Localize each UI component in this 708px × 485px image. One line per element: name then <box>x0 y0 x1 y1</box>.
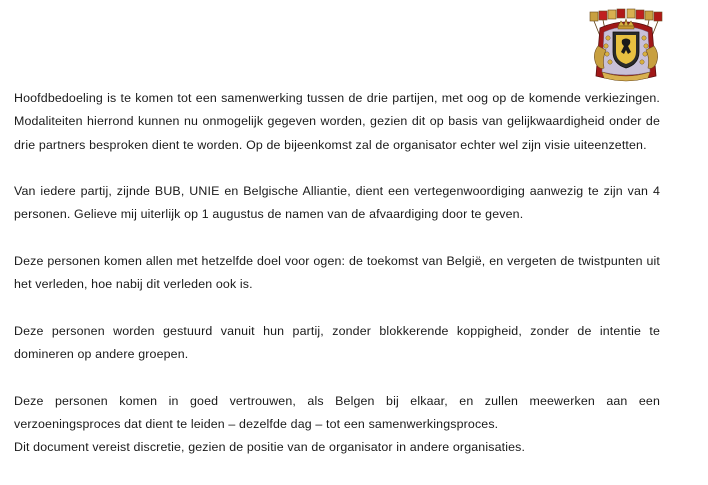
paragraph-delegation: Van iedere partij, zijnde BUB, UNIE en Belgische Alliantie, dient een vertegenwoordiging aanwezig te zijn van 4 personen. Gelieve mij uiterlijk op 1 augustus de namen van de afvaardiging door te geven. <box>14 184 660 222</box>
paragraph-attitude: Deze personen worden gestuurd vanuit hun partij, zonder blokkerende koppigheid, zonder de intentie te domineren op andere groepen. <box>14 323 660 362</box>
paragraph-reconciliation: Deze personen komen in goed vertrouwen, als Belgen bij elkaar, en zullen meewerken aan een verzoeningsproces dat dient te leiden – dezelfde dag – tot een samenwerkingsproces. <box>14 393 660 432</box>
document-body <box>14 87 660 460</box>
paragraph-discretion: Dit document vereist discretie, gezien de positie van de organisator in andere organisaties. <box>14 440 526 455</box>
paragraph-common-goal: Deze personen komen allen met hetzelfde doel voor ogen: de toekomst van België, en vergeten de twistpunten uit het verleden, hoe nabij dit verleden ook is. <box>14 254 660 292</box>
coat-of-arms-icon <box>586 6 666 86</box>
paragraph-purpose: Hoofdbedoeling is te komen tot een samenwerking tussen de drie partijen, met oog op de komende verkiezingen. Modaliteiten hierrond kunnen nu onmogelijk gegeven worden, gezien dit op basis van gelijkwaardigheid onder de drie partners besproken dient te worden. Op de bijeenkomst zal de organisator echter wel zijn visie uiteenzetten. <box>14 91 660 152</box>
